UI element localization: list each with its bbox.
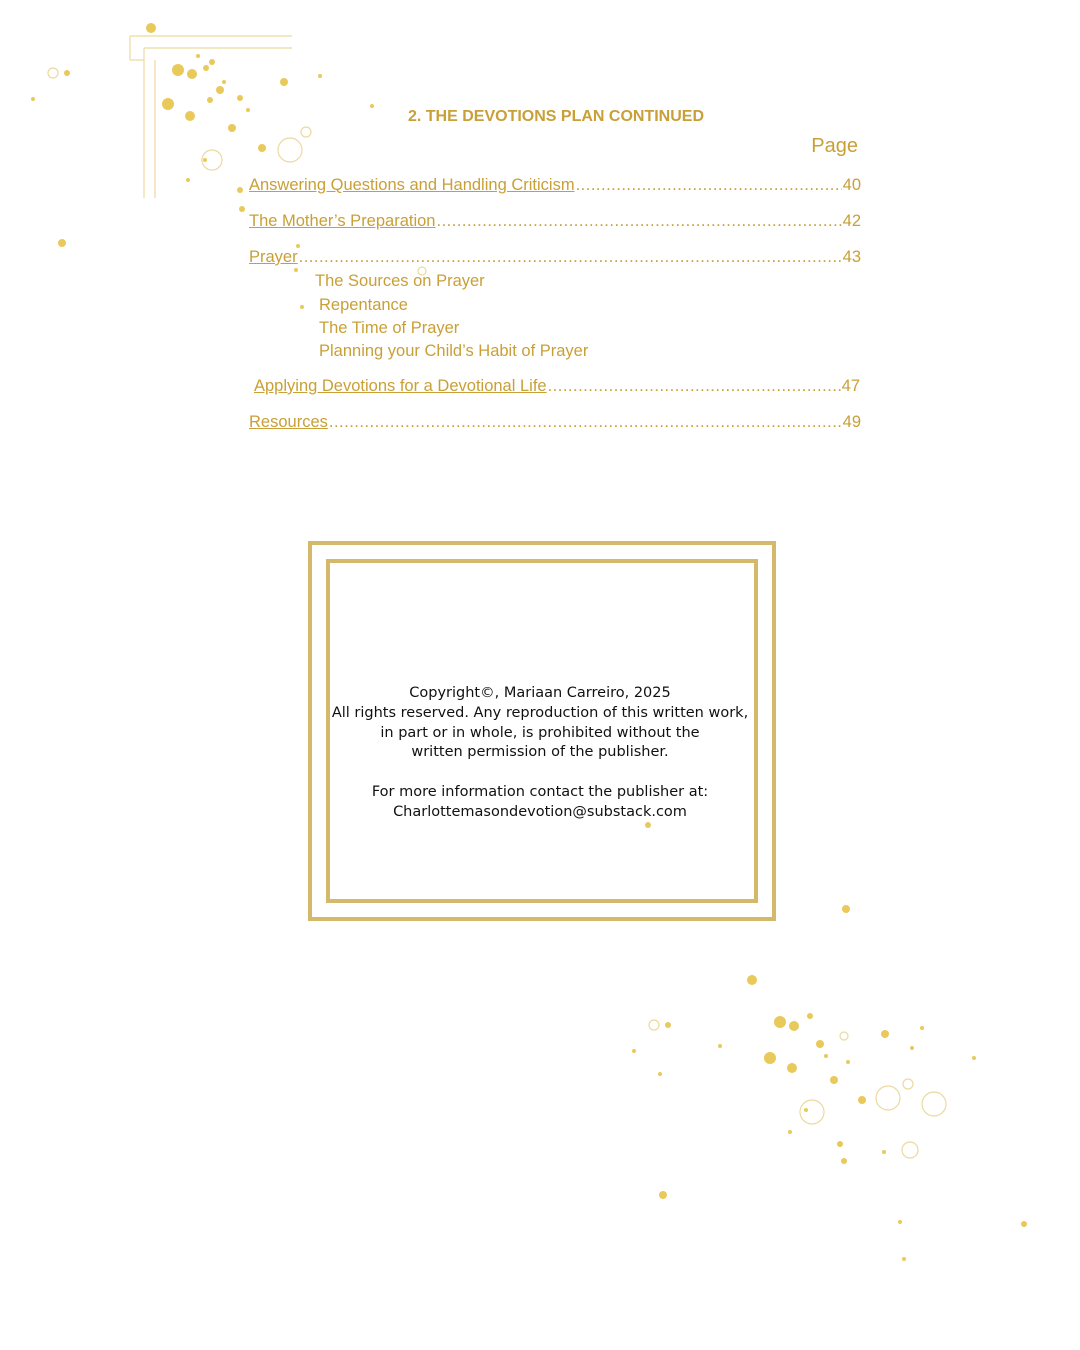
copyright-line: Copyright©, Mariaan Carreiro, 2025 [409,685,671,701]
dot-leader [299,248,842,267]
copyright-notice [330,684,750,823]
toc-entry-title-link[interactable]: The Mother’s Preparation [249,212,436,230]
toc-subsection: Planning your Child’s Habit of Prayer [319,342,589,360]
toc-entry[interactable] [249,248,861,267]
toc-entry-title-link[interactable]: Applying Devotions for a Devotional Life [254,377,547,395]
toc-entry-page-number: 47 [841,377,860,395]
rights-line: All rights reserved. Any reproduction of this written work, [331,704,749,721]
toc-entry[interactable] [249,212,861,231]
toc-entry[interactable] [249,413,861,432]
section-heading: 2. THE DEVOTIONS PLAN CONTINUED [407,108,705,125]
toc-entry-page-number: 49 [842,413,861,431]
rights-line: in part or in whole, is prohibited without the [380,724,700,741]
toc-entry-title-link[interactable]: Answering Questions and Handling Criticism [249,176,575,194]
toc-subsection: The Time of Prayer [319,319,460,337]
contact-email[interactable]: Charlottemasondevotion@substack.com [393,803,687,820]
rights-line: written permission of the publisher. [411,744,669,761]
toc-entry-title-link[interactable]: Prayer [249,248,298,266]
dot-leader [437,212,842,231]
page-column-label: Page [811,135,858,157]
toc-entry[interactable] [249,176,861,195]
toc-entry-page-number: 42 [842,212,861,230]
dot-leader [576,176,842,195]
toc-subsection: The Sources on Prayer [315,272,485,290]
toc-entry-page-number: 43 [842,248,861,266]
dot-leader [329,413,842,432]
spacer [330,763,750,783]
toc-entry-title-link[interactable]: Resources [249,413,328,431]
toc-entry[interactable] [254,377,860,396]
toc-entry-page-number: 40 [842,176,861,194]
dot-leader [548,377,841,396]
toc-subsection: Repentance [319,296,408,314]
contact-line: For more information contact the publisher at: [371,784,709,801]
